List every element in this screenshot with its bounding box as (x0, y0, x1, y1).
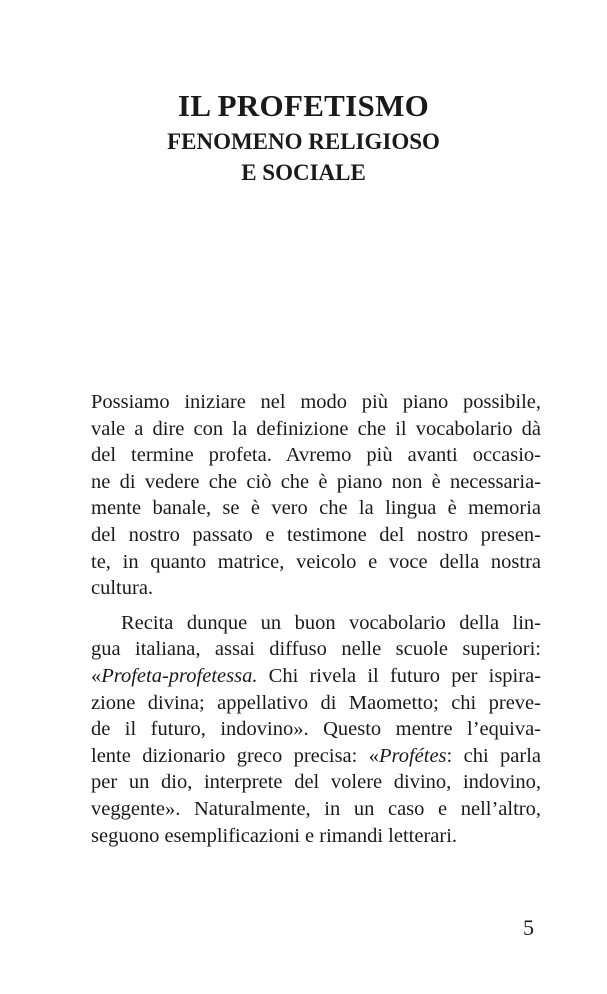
text-line: de il futuro, indovino». Questo mentre l’equiva- (91, 718, 541, 741)
text-line: gua italiana, assai diffuso nelle scuole superiori: (91, 638, 541, 661)
text-line: zione divina; appellativo di Maometto; chi preve- (91, 691, 541, 714)
chapter-title: IL PROFETISMO (177, 88, 430, 123)
text-line-with-italic (91, 663, 541, 690)
text-line: Possiamo iniziare nel modo più piano possibile, (91, 391, 541, 413)
paragraph-1 (91, 389, 541, 602)
text-line: seguono esemplificazioni e rimandi letterari. (91, 824, 458, 847)
text-line-with-italic (91, 743, 541, 770)
text-line: ne di vedere che ciò che è piano non è necessaria- (91, 470, 541, 493)
text-line: veggente». Naturalmente, in un caso e nell’altro, (91, 797, 541, 820)
text-run: lente dizionario greco precisa: « (91, 744, 379, 767)
text-run: « (91, 664, 102, 687)
text-line: Recita dunque un buon vocabolario della lin- (121, 611, 541, 634)
text-line: vale a dire con la definizione che il vocabolario dà (91, 417, 541, 440)
italic-term: Profétes (378, 744, 447, 767)
text-line: del nostro passato e testimone del nostro presen- (91, 523, 541, 546)
chapter-subtitle-line-2: E SOCIALE (241, 160, 366, 185)
chapter-heading (0, 86, 607, 188)
body-text (91, 389, 541, 849)
paragraph-2 (91, 610, 541, 849)
text-run: : chi parla (446, 744, 541, 767)
italic-term: Profeta-profetessa. (101, 664, 258, 687)
text-line: per un dio, interprete del volere divino, indovino, (91, 771, 541, 794)
text-run: Chi rivela il futuro per ispira- (257, 664, 541, 687)
text-line: te, in quanto matrice, veicolo e voce della nostra (91, 550, 541, 573)
page-number: 5 (523, 915, 534, 940)
text-line: mente banale, se è vero che la lingua è memoria (91, 497, 541, 520)
chapter-subtitle-line-1: FENOMENO RELIGIOSO (167, 129, 440, 154)
text-line: cultura. (91, 577, 154, 600)
text-line: del termine profeta. Avremo più avanti occasio- (91, 444, 541, 467)
